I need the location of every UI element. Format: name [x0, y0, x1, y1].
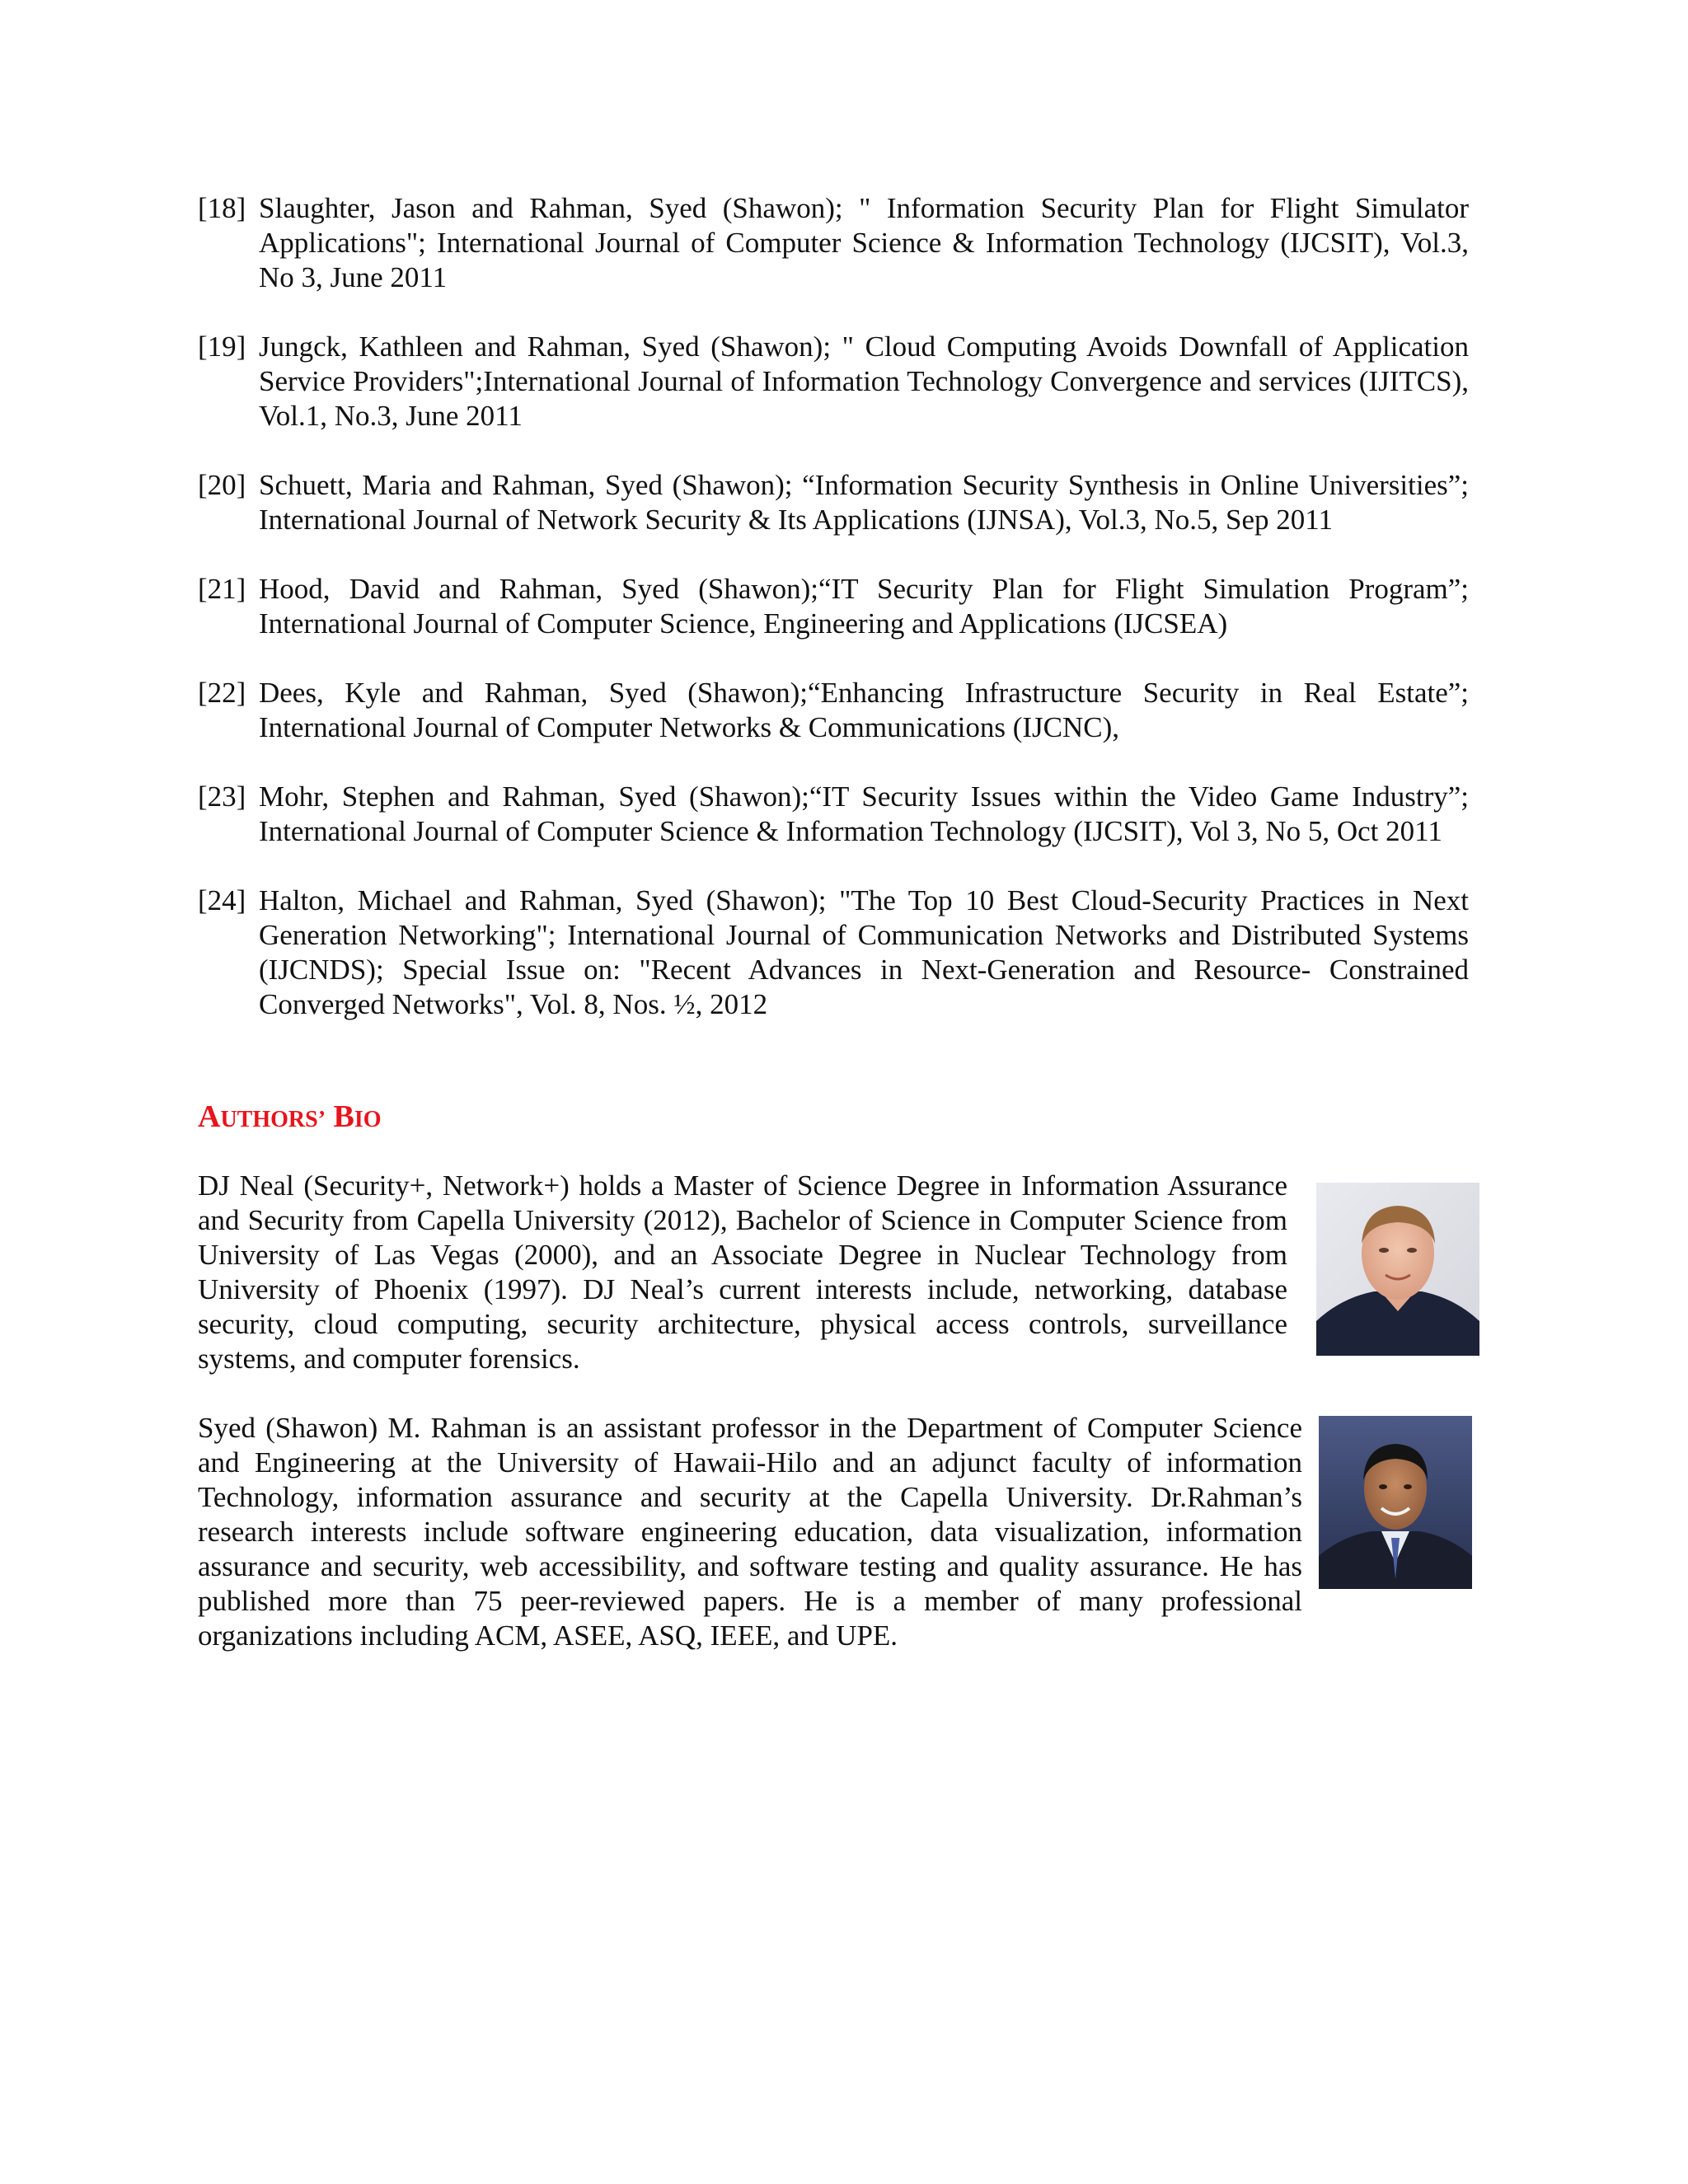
reference-item	[198, 468, 1469, 537]
author-photo-dj-neal	[1316, 1183, 1479, 1356]
reference-number: [22]	[198, 677, 246, 709]
reference-item	[198, 572, 1469, 641]
reference-text: Hood, David and Rahman, Syed (Shawon);“IT Security Plan for Flight Simulation Program”; International Journal of Computer Science, Engineering and Applications (IJCSEA)	[259, 573, 1469, 640]
author-photo-syed-rahman	[1319, 1416, 1472, 1589]
reference-number: [20]	[198, 469, 246, 501]
reference-text: Halton, Michael and Rahman, Syed (Shawon); "The Top 10 Best Cloud-Security Practices in Next Generation Networking"; International Journal of Communication Networks and Distributed Systems (IJCNDS); Special Issue on: "Recent Advances in Next-Generation and Resource- Constrained Converged Networks", Vol. 8, Nos. ½, 2012	[259, 884, 1469, 1020]
reference-item	[198, 330, 1469, 434]
reference-list	[198, 191, 1469, 1057]
reference-item	[198, 780, 1469, 849]
authors-bio-heading: AUTHORS’ BIO	[198, 1099, 382, 1134]
reference-text: Slaughter, Jason and Rahman, Syed (Shawon); " Information Security Plan for Flight Simulator Applications"; International Journal of Computer Science & Information Technology (IJCSIT), Vol.3, No 3, June 2011	[259, 192, 1469, 293]
reference-number: [19]	[198, 330, 246, 363]
reference-number: [23]	[198, 780, 246, 813]
reference-number: [24]	[198, 884, 246, 916]
reference-text: Dees, Kyle and Rahman, Syed (Shawon);“Enhancing Infrastructure Security in Real Estate”; International Journal of Computer Networks & Communications (IJCNC),	[259, 677, 1469, 743]
reference-item	[198, 676, 1469, 745]
reference-item	[198, 191, 1469, 295]
reference-text: Schuett, Maria and Rahman, Syed (Shawon); “Information Security Synthesis in Online Universities”; International Journal of Network Security & Its Applications (IJNSA), Vol.3, No.5, Sep 2011	[259, 469, 1469, 536]
author-bio-dj-neal: DJ Neal (Security+, Network+) holds a Master of Science Degree in Information Assurance and Security from Capella University (2012), Bachelor of Science in Computer Science from University of Las Vegas (2000), and an Associate Degree in Nuclear Technology from University of Phoenix (1997). DJ Neal’s current interests include, networking, database security, cloud computing, security architecture, physical access controls, surveillance systems, and computer forensics.	[198, 1169, 1287, 1375]
reference-number: [21]	[198, 573, 246, 605]
reference-item	[198, 883, 1469, 1022]
reference-text: Jungck, Kathleen and Rahman, Syed (Shawon); " Cloud Computing Avoids Downfall of Application Service Providers";International Journal of Information Technology Convergence and services (IJITCS), Vol.1, No.3, June 2011	[259, 330, 1469, 432]
reference-text: Mohr, Stephen and Rahman, Syed (Shawon);“IT Security Issues within the Video Game Industry”; International Journal of Computer Science & Information Technology (IJCSIT), Vol 3, No 5, Oct 2011	[259, 780, 1469, 847]
author-bio-syed-rahman: Syed (Shawon) M. Rahman is an assistant professor in the Department of Computer Science and Engineering at the University of Hawaii-Hilo and an adjunct faculty of information Technology, information assurance and security at the Capella University. Dr.Rahman’s research interests include software engineering education, data visualization, information assurance and security, web accessibility, and software testing and quality assurance. He has published more than 75 peer-reviewed papers. He is a member of many professional organizations including ACM, ASEE, ASQ, IEEE, and UPE.	[198, 1412, 1302, 1652]
reference-number: [18]	[198, 192, 246, 224]
